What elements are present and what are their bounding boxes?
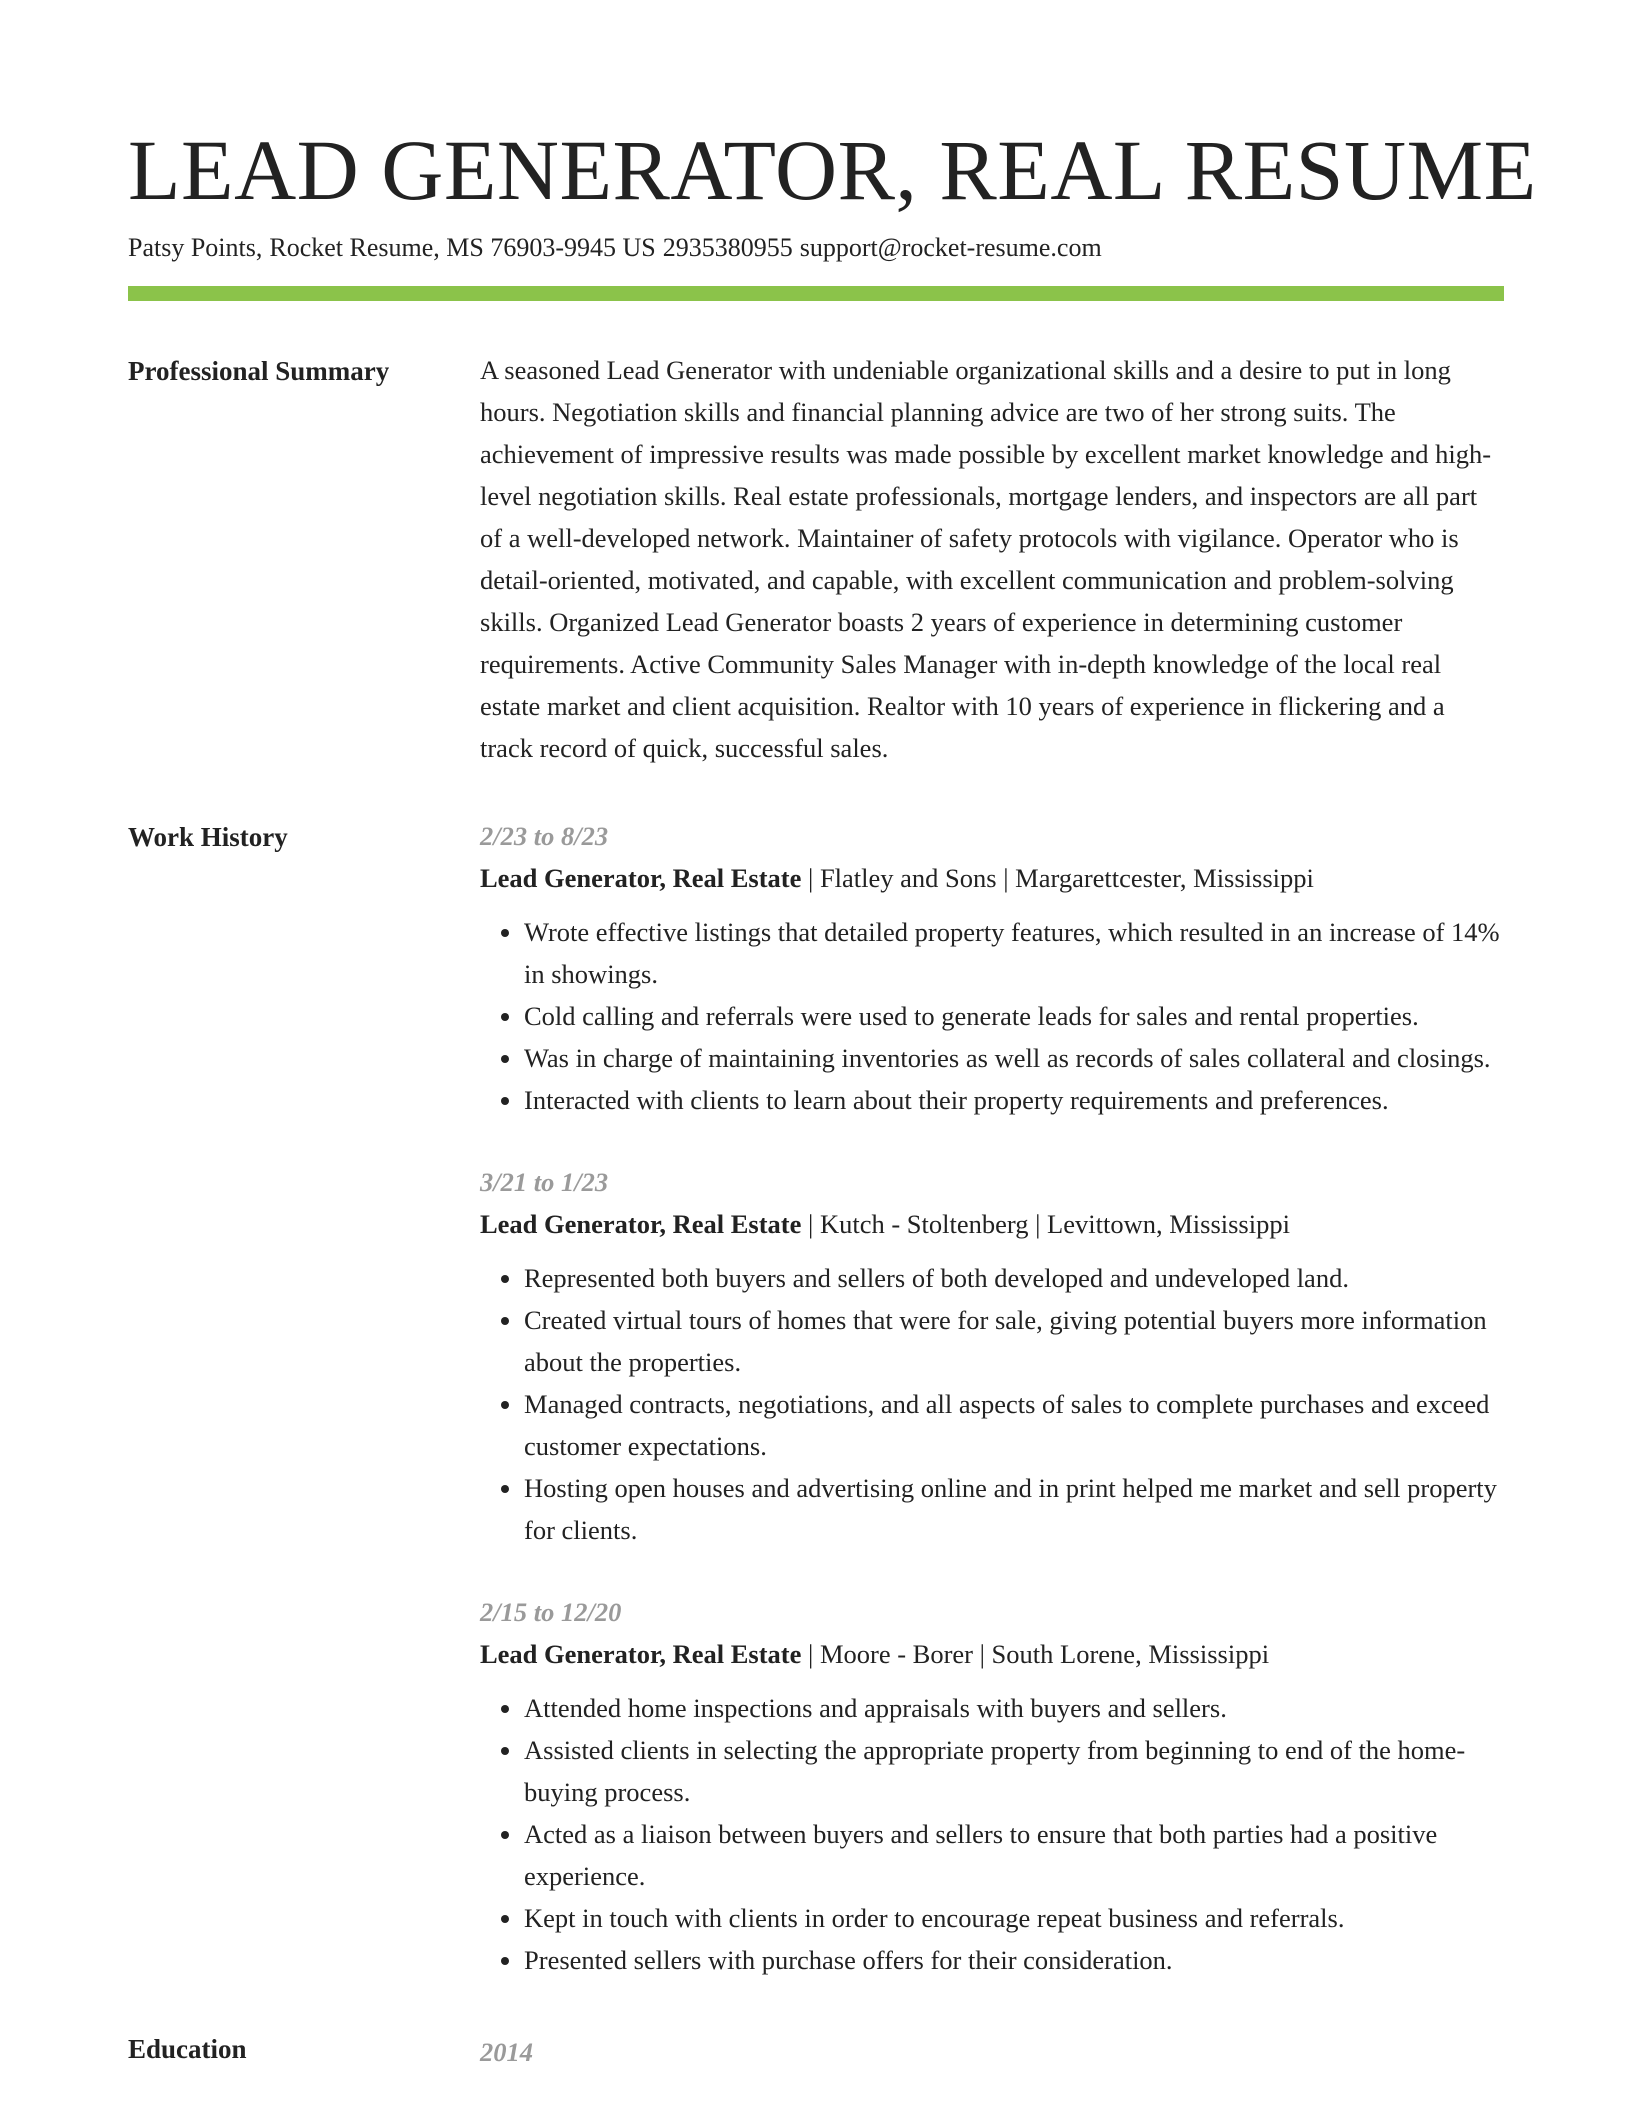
job-bullet: • Acted as a liaison between buyers and sellers to ensure that both parties had a positive experience.: [524, 1813, 1504, 1897]
job-heading: [480, 1633, 1504, 1675]
contact-address: Rocket Resume, MS 76903-9945 US: [269, 233, 656, 262]
work-history-list: [480, 819, 1504, 1981]
summary-section: [128, 353, 1504, 769]
resume-title: LEAD GENERATOR, REAL RESUME: [128, 122, 1537, 218]
job-bullet: • Hosting open houses and advertising online and in print helped me market and sell property for clients.: [524, 1467, 1504, 1551]
summary-text: A seasoned Lead Generator with undeniable organizational skills and a desire to put in long hours. Negotiation skills and financial planning advice are two of her strong suits. The achievement of impressive results was made possible by excellent market knowledge and high-level negotiation skills. Real estate professionals, mortgage lenders, and inspectors are all part of a well-developed network. Maintainer of safety protocols with vigilance. Operator who is detail-oriented, motivated, and capable, with excellent communication and problem-solving skills. Organized Lead Generator boasts 2 years of experience in determining customer requirements. Active Community Sales Manager with in-depth knowledge of the local real estate market and client acquisition. Realtor with 10 years of experience in flickering and a track record of quick, successful sales.: [480, 355, 1492, 763]
job-title: Lead Generator, Real Estate: [480, 863, 802, 893]
work-history-label: Work History: [128, 822, 288, 852]
job-dates: 2/15 to 12/20: [480, 1597, 622, 1627]
job-heading: [480, 857, 1504, 899]
contact-phone: 2935380955: [662, 233, 793, 262]
job-entry: [480, 1591, 1504, 1981]
job-heading: [480, 1203, 1504, 1245]
job-bullet: • Presented sellers with purchase offers for their consideration.: [524, 1939, 1504, 1981]
job-details: | Moore - Borer | South Lorene, Mississippi: [808, 1639, 1270, 1669]
job-bullets: [480, 1687, 1504, 1981]
contact-email: support@rocket-resume.com: [799, 233, 1102, 262]
job-bullet: • Created virtual tours of homes that were for sale, giving potential buyers more information about the properties.: [524, 1299, 1504, 1383]
contact-name: Patsy Points,: [128, 233, 263, 262]
job-details: | Flatley and Sons | Margarettcester, Mississippi: [808, 863, 1314, 893]
job-bullets: [480, 1257, 1504, 1551]
job-bullet: • Was in charge of maintaining inventories as well as records of sales collateral and closings.: [524, 1037, 1504, 1079]
job-bullet: • Kept in touch with clients in order to encourage repeat business and referrals.: [524, 1897, 1504, 1939]
job-bullets: [480, 911, 1504, 1121]
job-title: Lead Generator, Real Estate: [480, 1209, 802, 1239]
job-details: | Kutch - Stoltenberg | Levittown, Mississippi: [808, 1209, 1290, 1239]
job-bullet: • Cold calling and referrals were used to generate leads for sales and rental properties.: [524, 995, 1504, 1037]
job-bullet: • Interacted with clients to learn about their property requirements and preferences.: [524, 1079, 1504, 1121]
education-label: Education: [128, 2034, 247, 2064]
education-section: [128, 2031, 1504, 2073]
job-bullet: • Wrote effective listings that detailed property features, which resulted in an increase of 14% in showings.: [524, 911, 1504, 995]
job-bullet: • Attended home inspections and appraisals with buyers and sellers.: [524, 1687, 1504, 1729]
job-entry: [480, 1161, 1504, 1551]
job-entry: [480, 815, 1504, 1121]
header-divider: [128, 286, 1504, 301]
resume-page: [128, 118, 1537, 2073]
education-year: 2014: [480, 2037, 533, 2067]
work-history-section: [128, 819, 1504, 1981]
job-title: Lead Generator, Real Estate: [480, 1639, 802, 1669]
summary-label: Professional Summary: [128, 356, 390, 386]
contact-line: [128, 230, 1504, 266]
job-bullet: • Assisted clients in selecting the appropriate property from beginning to end of the home-buying process.: [524, 1729, 1504, 1813]
job-dates: 3/21 to 1/23: [480, 1167, 609, 1197]
job-bullet: • Represented both buyers and sellers of both developed and undeveloped land.: [524, 1257, 1504, 1299]
job-bullet: • Managed contracts, negotiations, and all aspects of sales to complete purchases and exceed customer expectations.: [524, 1383, 1504, 1467]
job-dates: 2/23 to 8/23: [480, 821, 609, 851]
